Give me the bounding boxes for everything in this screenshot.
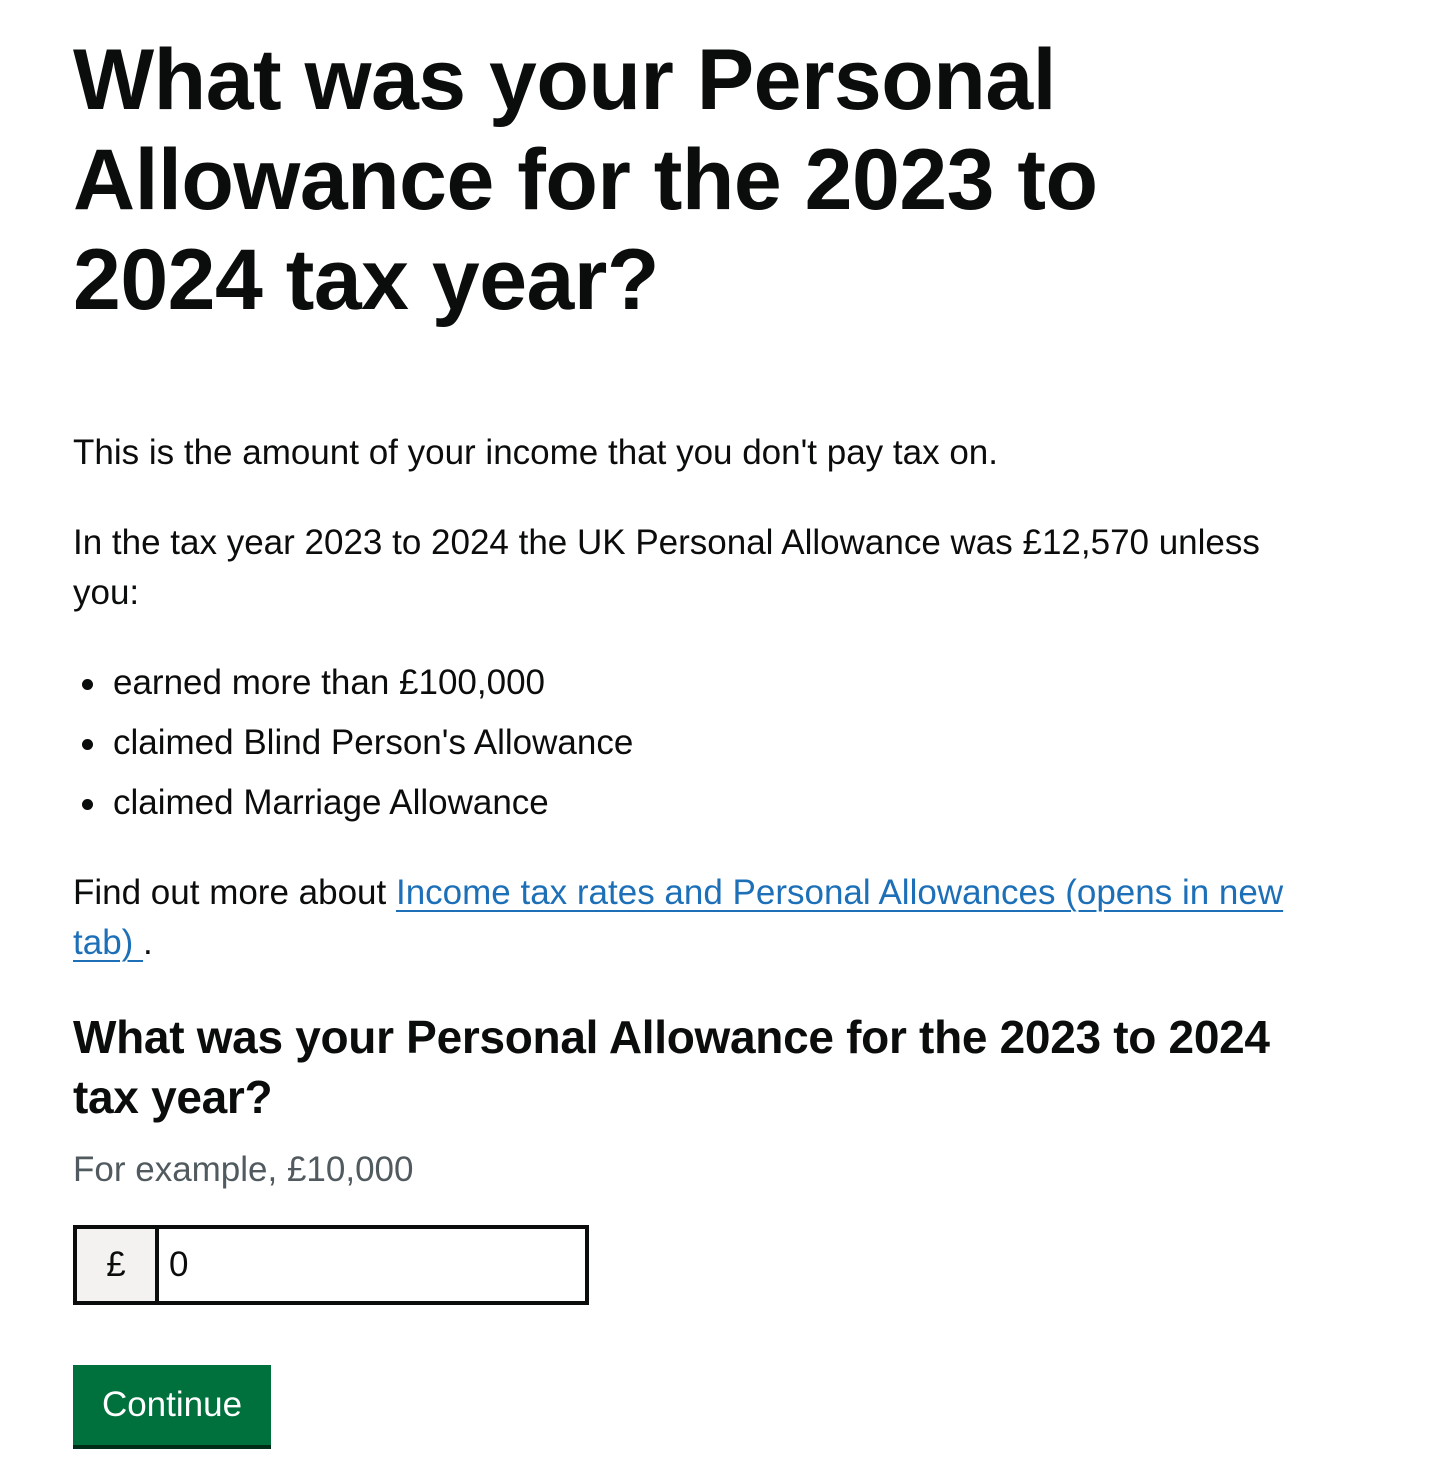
find-out-more-text bbox=[73, 868, 1343, 968]
bullet-icon bbox=[82, 679, 93, 690]
question-hint: For example, £10,000 bbox=[73, 1150, 414, 1189]
question-label: What was your Personal Allowance for the 2023 to 2024 tax year? bbox=[73, 1011, 1270, 1123]
personal-allowance-input[interactable] bbox=[155, 1225, 589, 1305]
pound-prefix: £ bbox=[73, 1225, 155, 1305]
bullet-icon bbox=[82, 739, 93, 750]
list-item-text: claimed Blind Person's Allowance bbox=[113, 723, 634, 762]
amount-input-wrapper bbox=[73, 1225, 589, 1305]
intro-text: This is the amount of your income that you don't pay tax on. bbox=[73, 433, 998, 472]
continue-button[interactable]: Continue bbox=[73, 1365, 271, 1445]
list-item bbox=[73, 718, 1073, 768]
page-title: What was your Personal Allowance for the 2023 to 2024 tax year? bbox=[73, 32, 1098, 328]
income-tax-rates-link[interactable]: Income tax rates and Personal Allowances (opens in new tab) bbox=[73, 873, 1284, 962]
find-out-prefix: Find out more about bbox=[73, 873, 396, 912]
bullet-icon bbox=[82, 799, 93, 810]
find-out-suffix: . bbox=[143, 923, 153, 962]
list-item-text: earned more than £100,000 bbox=[113, 663, 545, 702]
list-item-text: claimed Marriage Allowance bbox=[113, 783, 549, 822]
list-item bbox=[73, 778, 1073, 828]
reasons-list bbox=[73, 658, 1073, 838]
allowance-text: In the tax year 2023 to 2024 the UK Personal Allowance was £12,570 unless you: bbox=[73, 523, 1260, 612]
list-item bbox=[73, 658, 1073, 708]
